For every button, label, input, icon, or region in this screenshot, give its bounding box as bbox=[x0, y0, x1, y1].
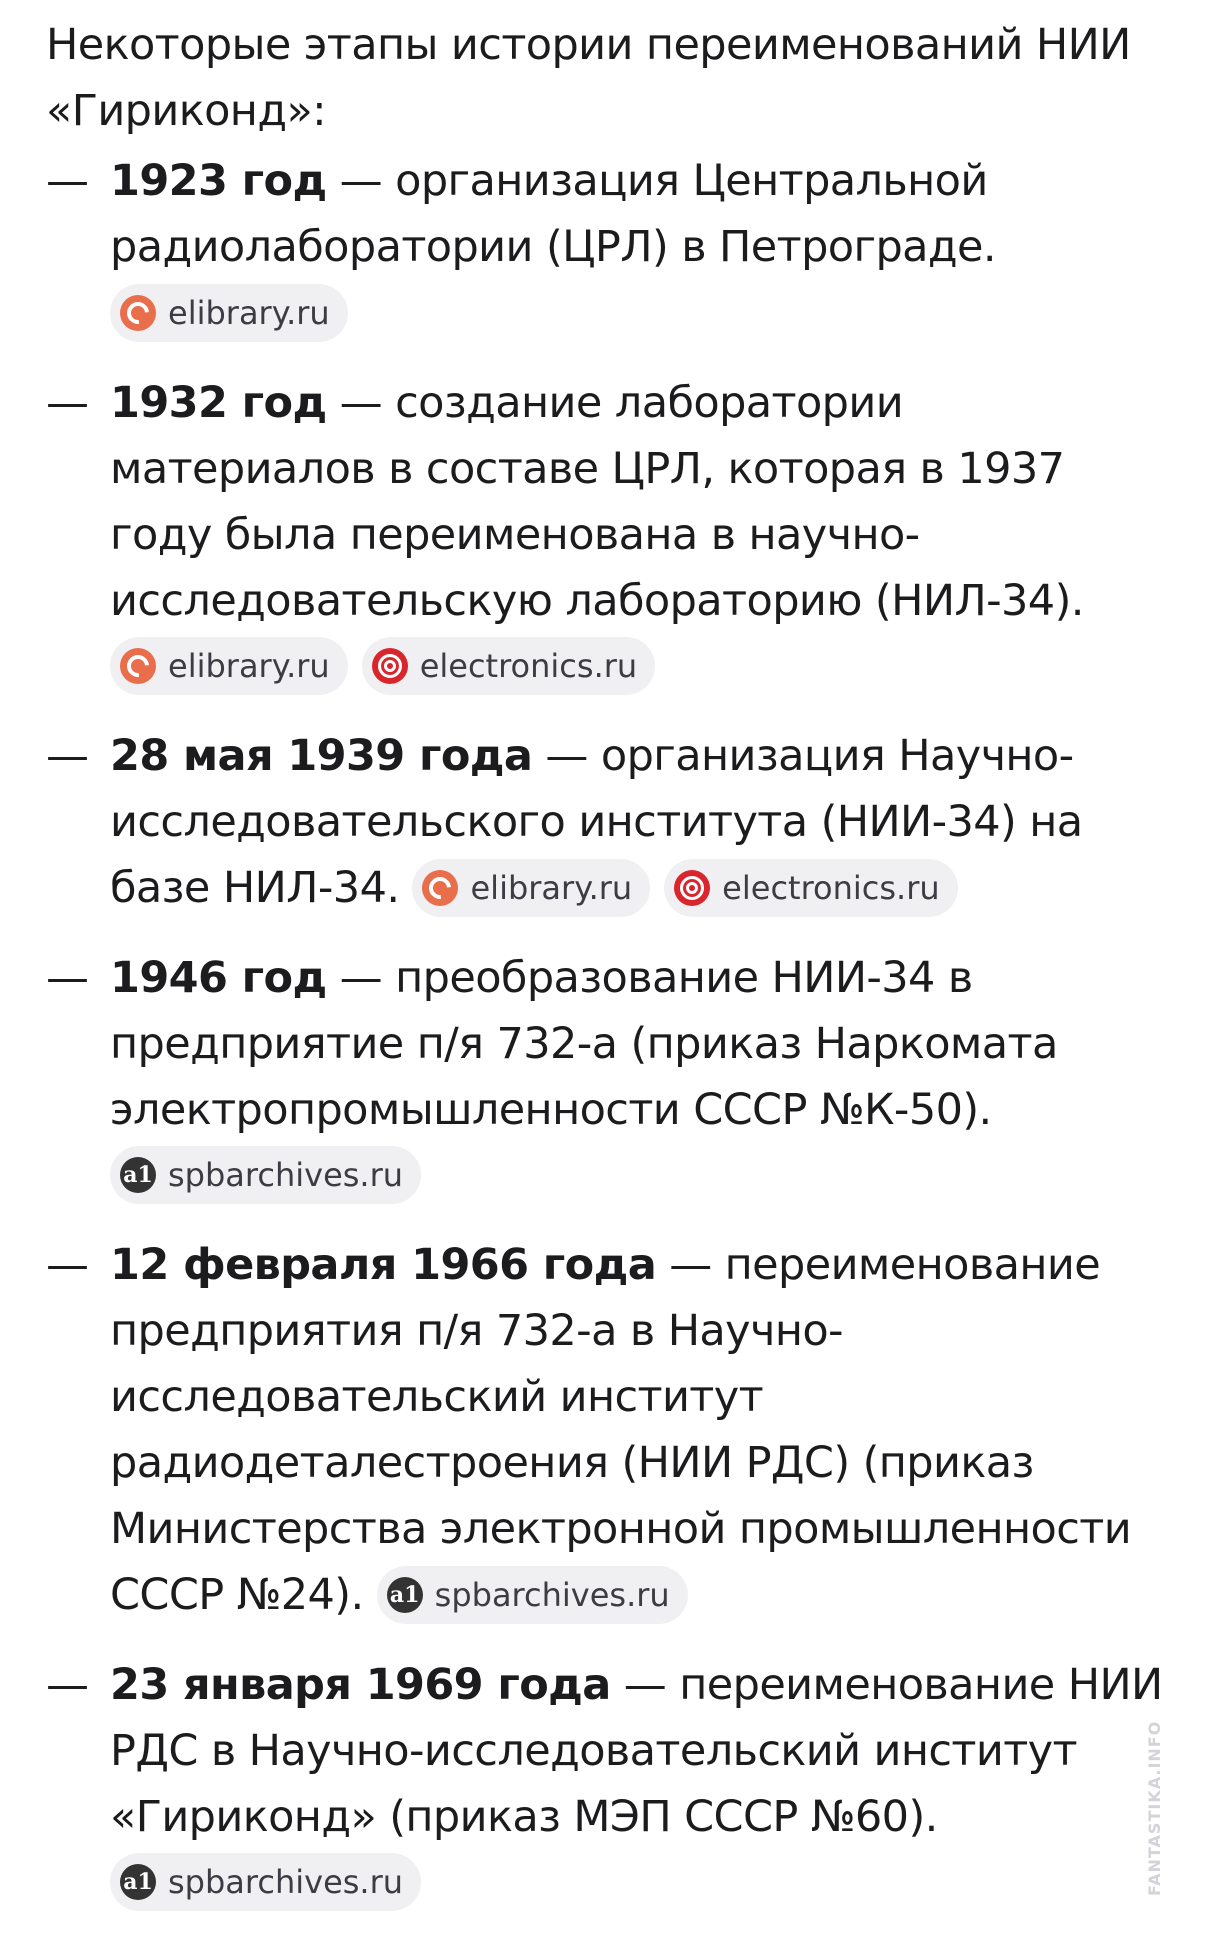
list-dash: — bbox=[46, 377, 89, 428]
source-chip-electronics[interactable]: electronics.ru bbox=[362, 637, 655, 695]
spbarchives-icon: a1 bbox=[120, 1157, 156, 1193]
item-year: 1932 год bbox=[110, 377, 327, 428]
source-chips bbox=[110, 634, 1171, 702]
spbarchives-icon: a1 bbox=[387, 1577, 423, 1613]
item-text: — организация Центральной радиолаборатории (ЦРЛ) в Петрограде. bbox=[110, 156, 996, 272]
elibrary-icon bbox=[120, 648, 156, 684]
source-chip-spbarchives[interactable]: a1 spbarchives.ru bbox=[110, 1146, 421, 1204]
answer-content bbox=[46, 12, 1171, 1939]
list-item-body bbox=[110, 1652, 1171, 1918]
list-item-body bbox=[110, 148, 1171, 348]
item-text: — переименование НИИ РДС в Научно-исследовательский институт «Гириконд» (приказ МЭП СССР №60). bbox=[110, 1659, 1163, 1842]
source-chips bbox=[110, 1850, 1171, 1918]
list-item bbox=[46, 1652, 1171, 1918]
item-text: — создание лаборатории материалов в составе ЦРЛ, которая в 1937 году была переименована в научно-исследовательскую лабораторию (НИЛ-34). bbox=[110, 377, 1084, 626]
source-chip-elibrary[interactable]: elibrary.ru bbox=[110, 637, 348, 695]
item-text: — организация Научно-исследовательского института (НИИ-34) на базе НИЛ-34. bbox=[110, 731, 1083, 913]
source-chip-spbarchives[interactable]: a1 spbarchives.ru bbox=[377, 1566, 688, 1624]
source-chip-electronics[interactable]: electronics.ru bbox=[664, 859, 957, 917]
source-chip-elibrary[interactable]: elibrary.ru bbox=[110, 284, 348, 342]
list-dash: — bbox=[46, 156, 89, 206]
item-year: 23 января 1969 года bbox=[110, 1659, 611, 1710]
item-year: 1923 год bbox=[110, 156, 327, 206]
electronics-icon bbox=[674, 870, 710, 906]
source-chip-elibrary[interactable]: elibrary.ru bbox=[412, 859, 650, 917]
source-chip-spbarchives[interactable]: a1 spbarchives.ru bbox=[110, 1853, 421, 1911]
item-year: 12 февраля 1966 года bbox=[110, 1240, 657, 1290]
item-text: — переименование предприятия п/я 732-а в Научно-исследовательский институт радиодеталестроения (НИИ РДС) (приказ Министерства электронной промышленности СССР №24). bbox=[110, 1240, 1132, 1620]
list-item-body bbox=[110, 723, 1171, 923]
elibrary-icon bbox=[120, 295, 156, 331]
spbarchives-icon: a1 bbox=[120, 1864, 156, 1900]
list-item-body bbox=[110, 370, 1171, 702]
source-chips bbox=[110, 1143, 1171, 1211]
electronics-icon bbox=[372, 648, 408, 684]
list-item-body bbox=[110, 945, 1171, 1211]
list-dash: — bbox=[46, 731, 89, 781]
list-item bbox=[46, 945, 1171, 1211]
list-item bbox=[46, 370, 1171, 702]
list-item bbox=[46, 148, 1171, 348]
list-dash: — bbox=[46, 1240, 89, 1290]
item-year: 28 мая 1939 года bbox=[110, 731, 533, 781]
list-item-body bbox=[110, 1232, 1171, 1630]
list-item bbox=[46, 1232, 1171, 1630]
watermark: FANTASTIKA.INFO bbox=[1145, 1720, 1164, 1896]
source-chips bbox=[110, 280, 1171, 348]
list-dash: — bbox=[46, 952, 89, 1003]
source-chips bbox=[377, 1570, 702, 1620]
item-text: — преобразование НИИ-34 в предприятие п/я 732-а (приказ Наркомата электропромышленности СССР №К-50). bbox=[110, 952, 1058, 1135]
intro-text: Некоторые этапы истории переименований НИИ «Гириконд»: bbox=[46, 20, 1131, 136]
list-item bbox=[46, 723, 1171, 923]
list-dash: — bbox=[46, 1659, 89, 1710]
item-year: 1946 год bbox=[110, 952, 327, 1003]
elibrary-icon bbox=[422, 870, 458, 906]
source-chips bbox=[412, 863, 971, 913]
